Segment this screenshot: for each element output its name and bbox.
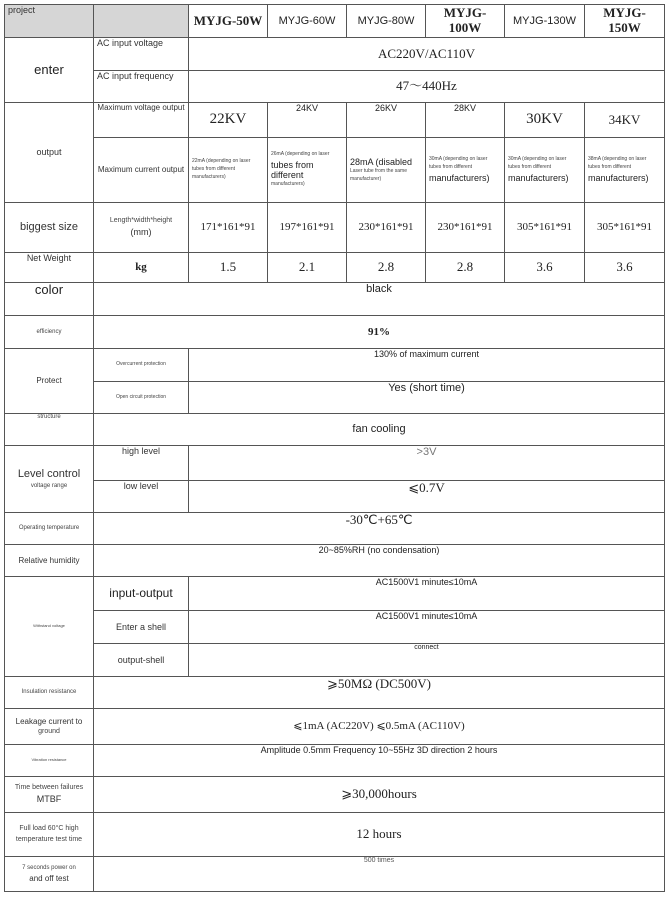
max-current-line: tubes from different bbox=[588, 163, 631, 170]
max-current-line: tubes from different bbox=[508, 163, 551, 170]
size-row bbox=[5, 203, 665, 253]
max-current-row bbox=[5, 138, 665, 203]
insulation-value: ⩾50MΩ (DC500V) bbox=[94, 677, 665, 709]
max-voltage-value: 34KV bbox=[585, 103, 665, 138]
header-row bbox=[5, 5, 665, 38]
max-current-value bbox=[505, 138, 585, 203]
max-voltage-row bbox=[5, 103, 665, 138]
max-voltage-value: 28KV bbox=[426, 103, 505, 138]
max-current-label: Maximum current output bbox=[94, 138, 189, 203]
size-value: 305*161*91 bbox=[505, 203, 585, 253]
weight-value: 3.6 bbox=[585, 253, 665, 283]
ac-frequency-row bbox=[5, 71, 665, 103]
size-value: 197*161*91 bbox=[268, 203, 347, 253]
size-dimension-label: Length*width*height bbox=[109, 217, 173, 225]
power-cycle-label-line: 7 seconds power on bbox=[22, 864, 76, 871]
temperature-label: Operating temperature bbox=[5, 513, 94, 545]
enter-label: enter bbox=[5, 38, 94, 103]
high-level-row bbox=[5, 446, 665, 481]
model-header: MYJG-50W bbox=[189, 5, 268, 38]
open-circuit-value: Yes (short time) bbox=[189, 382, 665, 414]
empty-header bbox=[94, 5, 189, 38]
size-unit: (mm) bbox=[130, 227, 152, 238]
max-voltage-value: 24KV bbox=[268, 103, 347, 138]
low-level-value: ⩽0.7V bbox=[189, 481, 665, 513]
high-level-label: high level bbox=[94, 446, 189, 481]
size-sublabel bbox=[94, 203, 189, 253]
mtbf-label-line: Time between failures bbox=[14, 784, 84, 792]
ac-voltage-row bbox=[5, 38, 665, 71]
high-level-value: >3V bbox=[189, 446, 665, 481]
weight-row bbox=[5, 253, 665, 283]
output-shell-row bbox=[5, 644, 665, 677]
max-current-line: 28mA (disabled bbox=[350, 157, 413, 168]
max-current-line: manufacturers) bbox=[508, 172, 569, 183]
max-current-line: manufacturers) bbox=[271, 181, 305, 188]
temperature-value: -30℃+65℃ bbox=[94, 513, 665, 545]
leakage-label-line: Leakage current to bbox=[15, 716, 83, 726]
project-header: project bbox=[5, 5, 94, 38]
max-current-line: tubes from different bbox=[192, 166, 235, 173]
model-header: MYJG-80W bbox=[347, 5, 426, 38]
color-row bbox=[5, 283, 665, 316]
full-load-label-line: temperature test time bbox=[15, 835, 83, 843]
weight-label: Net Weight bbox=[5, 253, 94, 283]
ac-frequency-value: 47～440Hz bbox=[189, 71, 665, 103]
low-level-row bbox=[5, 481, 665, 513]
efficiency-label: efficiency bbox=[5, 316, 94, 349]
open-circuit-label: Open circuit protection bbox=[94, 382, 189, 414]
output-label: output bbox=[5, 103, 94, 203]
size-label: biggest size bbox=[5, 203, 94, 253]
model-header: MYJG-100W bbox=[426, 5, 505, 38]
full-load-value: 12 hours bbox=[94, 813, 665, 857]
insulation-row bbox=[5, 677, 665, 709]
efficiency-value: 91% bbox=[94, 316, 665, 349]
input-output-row bbox=[5, 577, 665, 611]
max-current-value bbox=[347, 138, 426, 203]
full-load-label-line: Full load 60°C high bbox=[19, 825, 79, 833]
efficiency-row bbox=[5, 316, 665, 349]
mtbf-row bbox=[5, 777, 665, 813]
max-voltage-value: 26KV bbox=[347, 103, 426, 138]
size-value: 230*161*91 bbox=[347, 203, 426, 253]
spec-table bbox=[4, 4, 665, 892]
temperature-row bbox=[5, 513, 665, 545]
level-control-label bbox=[5, 446, 94, 513]
vibration-value: Amplitude 0.5mm Frequency 10~55Hz 3D direction 2 hours bbox=[94, 745, 665, 777]
power-cycle-row bbox=[5, 857, 665, 892]
enter-shell-row bbox=[5, 611, 665, 644]
structure-label: structure bbox=[5, 414, 94, 446]
full-load-row bbox=[5, 813, 665, 857]
size-value: 230*161*91 bbox=[426, 203, 505, 253]
input-output-value: AC1500V1 minute≤10mA bbox=[189, 577, 665, 611]
full-load-label bbox=[5, 813, 94, 857]
max-current-line: 30mA (depending on laser bbox=[429, 156, 488, 163]
ac-voltage-value: AC220V/AC110V bbox=[189, 38, 665, 71]
model-header: MYJG-130W bbox=[505, 5, 585, 38]
max-current-line: manufacturers) bbox=[429, 172, 490, 183]
max-current-value bbox=[268, 138, 347, 203]
voltage-range-label: voltage range bbox=[30, 482, 68, 489]
overcurrent-row bbox=[5, 349, 665, 382]
leakage-label bbox=[5, 709, 94, 745]
model-header: MYJG-150W bbox=[585, 5, 665, 38]
weight-value: 2.8 bbox=[347, 253, 426, 283]
overcurrent-label: Overcurrent protection bbox=[94, 349, 189, 382]
weight-value: 2.8 bbox=[426, 253, 505, 283]
max-current-line: Laser tube from the same bbox=[350, 168, 407, 175]
power-cycle-label-line: and off test bbox=[29, 873, 69, 883]
structure-value: fan cooling bbox=[94, 414, 665, 446]
open-circuit-row bbox=[5, 382, 665, 414]
color-value: black bbox=[94, 283, 665, 316]
weight-unit: kg bbox=[94, 253, 189, 283]
enter-shell-label: Enter a shell bbox=[94, 611, 189, 644]
weight-value: 3.6 bbox=[505, 253, 585, 283]
overcurrent-value: 130% of maximum current bbox=[189, 349, 665, 382]
max-current-line: manufacturer) bbox=[350, 176, 382, 183]
max-current-line: manufacturers) bbox=[192, 173, 226, 180]
size-value: 171*161*91 bbox=[189, 203, 268, 253]
model-header: MYJG-60W bbox=[268, 5, 347, 38]
max-current-value bbox=[189, 138, 268, 203]
max-current-line: tubes from different bbox=[429, 163, 472, 170]
mtbf-label-line: MTBF bbox=[36, 794, 62, 805]
max-current-line: manufacturers) bbox=[588, 172, 649, 183]
max-voltage-value: 30KV bbox=[505, 103, 585, 138]
output-shell-label: output-shell bbox=[94, 644, 189, 677]
max-current-line: 30mA (depending on laser bbox=[508, 156, 567, 163]
vibration-row bbox=[5, 745, 665, 777]
max-current-line: tubes from different bbox=[271, 159, 314, 180]
structure-row bbox=[5, 414, 665, 446]
weight-value: 1.5 bbox=[189, 253, 268, 283]
power-cycle-label bbox=[5, 857, 94, 892]
max-current-value bbox=[426, 138, 505, 203]
output-shell-value: connect bbox=[189, 644, 665, 677]
power-cycle-value: 500 times bbox=[94, 857, 665, 892]
weight-value: 2.1 bbox=[268, 253, 347, 283]
ac-voltage-label: AC input voltage bbox=[94, 38, 189, 71]
max-current-line: 38mA (depending on laser bbox=[588, 156, 647, 163]
humidity-value: 20~85%RH (no condensation) bbox=[94, 545, 665, 577]
humidity-row bbox=[5, 545, 665, 577]
leakage-row bbox=[5, 709, 665, 745]
enter-shell-value: AC1500V1 minute≤10mA bbox=[189, 611, 665, 644]
mtbf-label bbox=[5, 777, 94, 813]
max-current-line: 26mA (depending on laser bbox=[271, 150, 330, 157]
mtbf-value: ⩾30,000hours bbox=[94, 777, 665, 813]
protect-label: Protect bbox=[5, 349, 94, 414]
max-current-value bbox=[585, 138, 665, 203]
insulation-label: Insulation resistance bbox=[5, 677, 94, 709]
color-label: color bbox=[5, 283, 94, 316]
max-voltage-label: Maximum voltage output bbox=[94, 103, 189, 138]
size-value: 305*161*91 bbox=[585, 203, 665, 253]
max-current-line: 22mA (depending on laser bbox=[192, 158, 251, 165]
vibration-label: Vibration resistance bbox=[5, 745, 94, 777]
max-voltage-value: 22KV bbox=[189, 103, 268, 138]
input-output-label: input-output bbox=[94, 577, 189, 611]
humidity-label: Relative humidity bbox=[5, 545, 94, 577]
level-control-title: Level control bbox=[17, 468, 81, 481]
ac-frequency-label: AC input frequency bbox=[94, 71, 189, 103]
leakage-label-line: ground bbox=[38, 728, 60, 736]
withstand-label: Withstand voltage bbox=[5, 577, 94, 677]
low-level-label: low level bbox=[94, 481, 189, 513]
leakage-value: ⩽1mA (AC220V) ⩽0.5mA (AC110V) bbox=[94, 709, 665, 745]
